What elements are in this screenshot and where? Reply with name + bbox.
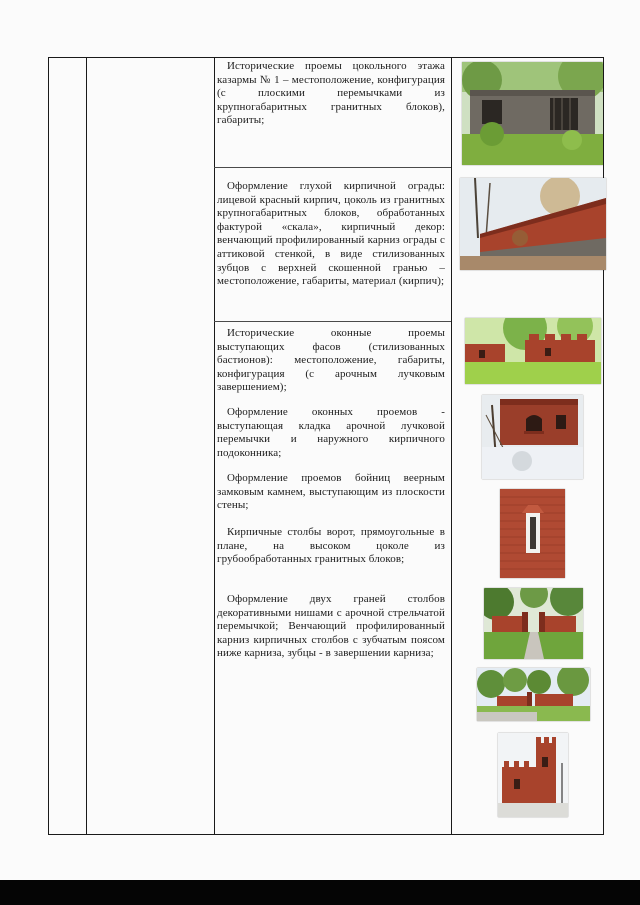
- description-row-2: Оформление глухой кирпичной ограды: лицевой красный кирпич, цоколь из гранитных крупногабаритных блоков, обработанных фактурой «скала», кирпичный декор: венчающий профилированный карниз ограды с аттиковой стенкой, в виде стилизованных зубцов с верхней скошенной гранью – местоположение, габариты, материал (кирпич);: [217, 180, 445, 288]
- description-row-6: Кирпичные столбы ворот, прямоугольные в плане, на высоком цоколе из грубообработанных гранитных блоков;: [217, 526, 445, 566]
- photo-granite-basement-openings: [462, 62, 603, 165]
- photo-brick-fence: [460, 178, 606, 270]
- photo-window-arch-detail: [482, 395, 583, 479]
- row-divider: [214, 167, 451, 168]
- photo-loophole-keystone: [500, 489, 565, 578]
- photo-fence-with-gate: [477, 668, 590, 721]
- description-row-4: Оформление оконных проемов - выступающая кладка арочной лучковой перемычки и наружного кирпичного подоконника;: [217, 406, 445, 459]
- description-row-5: Оформление проемов бойниц веерным замковым камнем, выступающим из плоскости стены;: [217, 472, 445, 512]
- scan-edge-bar: [0, 880, 640, 905]
- description-row-1: Исторические проемы цокольного этажа казармы № 1 – местоположение, конфигурация (с плоскими перемычками из крупногабаритных гранитных блоков), габариты;: [217, 60, 445, 127]
- description-row-3: Исторические оконные проемы выступающих фасов (стилизованных бастионов): местоположение, габариты, конфигурация (с арочным лучковым завершением);: [217, 327, 445, 394]
- column-divider: [451, 58, 452, 834]
- row-divider: [214, 321, 451, 322]
- column-divider: [214, 58, 215, 834]
- description-row-7: Оформление двух граней столбов декоративными нишами с арочной стрельчатой перемычкой; Венчающий профилированный карниз кирпичных столбов с зубчатым поясом ниже карниза, зубцы - в завершении карниза;: [217, 593, 445, 660]
- photo-corner-tower: [498, 733, 568, 817]
- photo-gate-pillars: [484, 588, 583, 659]
- photo-bastion-windows: [465, 318, 601, 384]
- column-divider: [86, 58, 87, 834]
